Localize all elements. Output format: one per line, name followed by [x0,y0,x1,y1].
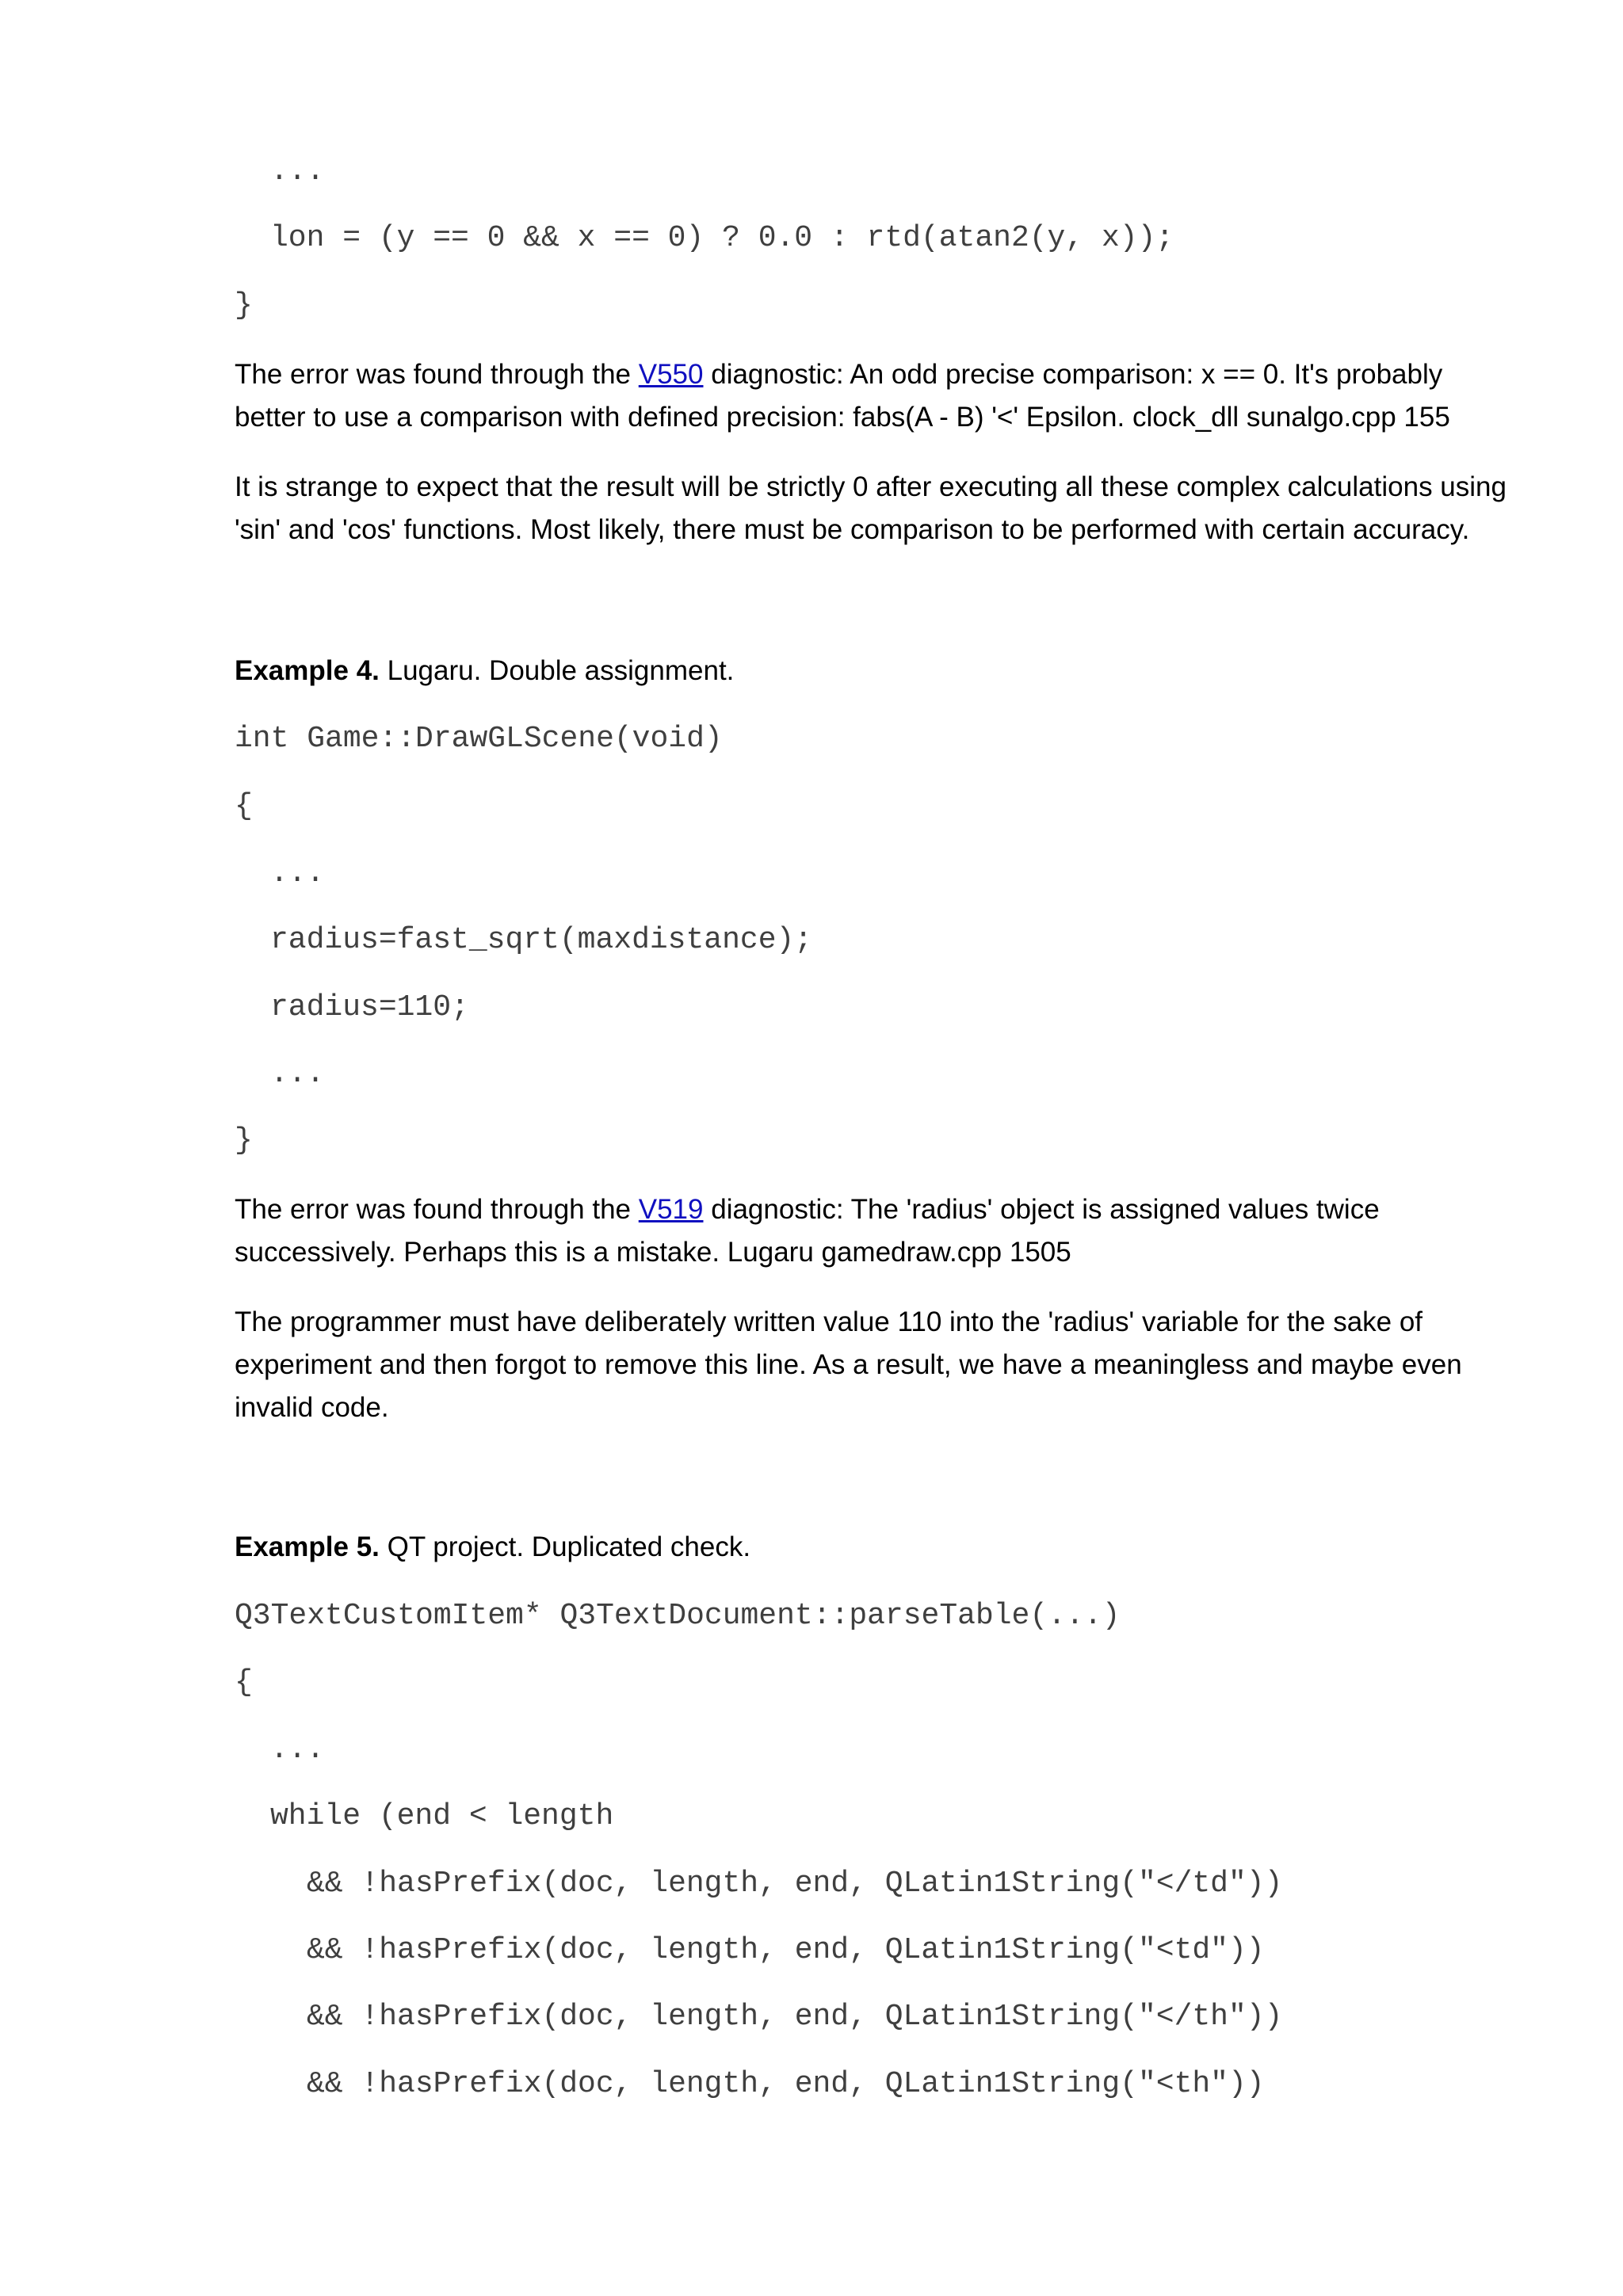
code-line: radius=110; [270,990,469,1024]
code-line: } [235,288,253,322]
code-line: && !hasPrefix(doc, length, end, QLatin1String("<td")) [307,1933,1265,1967]
paragraph-line: experiment and then forgot to remove this line. As a result, we have a meaningless and maybe even [235,1349,1462,1380]
code-line: ... [270,1733,325,1767]
code-line: && !hasPrefix(doc, length, end, QLatin1String("</td")) [307,1867,1283,1901]
code-line: ... [270,154,325,189]
diagnostic-link-v550[interactable]: V550 [638,359,704,390]
code-line: { [235,1665,253,1699]
diagnostic-link-v519[interactable]: V519 [638,1194,704,1225]
paragraph-line: invalid code. [235,1392,389,1423]
code-line: && !hasPrefix(doc, length, end, QLatin1String("<th")) [307,2067,1265,2101]
code-line: } [235,1123,253,1158]
example-title: QT project. Duplicated check. [379,1531,751,1562]
example-label: Example 4. [235,655,380,686]
code-line: && !hasPrefix(doc, length, end, QLatin1String("</th")) [307,2000,1283,2034]
code-line: radius=fast_sqrt(maxdistance); [270,923,813,957]
code-line: { [235,789,253,823]
paragraph-line: The error was found through the V519 diagnostic: The 'radius' object is assigned values twice [235,1194,1380,1225]
example-heading [235,1526,750,1569]
code-line: while (end < length [270,1799,614,1833]
paragraph-line: It is strange to expect that the result will be strictly 0 after executing all these complex calculations using [235,471,1507,502]
code-line: ... [270,856,325,891]
code-line: int Game::DrawGLScene(void) [235,722,723,756]
code-line: ... [270,1057,325,1091]
paragraph-line: The programmer must have deliberately written value 110 into the 'radius' variable for the sake of [235,1306,1423,1337]
code-line: lon = (y == 0 && x == 0) ? 0.0 : rtd(atan2(y, x)); [270,221,1174,255]
example-label: Example 5. [235,1531,380,1562]
code-line: Q3TextCustomItem* Q3TextDocument::parseTable(...) [235,1599,1121,1633]
paragraph-line: better to use a comparison with defined precision: fabs(A - B) '<' Epsilon. clock_dll sunalgo.cpp 155 [235,402,1450,433]
example-heading [235,650,734,692]
paragraph-line: The error was found through the V550 diagnostic: An odd precise comparison: x == 0. It's probably [235,359,1443,390]
paragraph-line: 'sin' and 'cos' functions. Most likely, there must be comparison to be performed with certain accuracy. [235,514,1470,545]
example-title: Lugaru. Double assignment. [379,655,735,686]
paragraph-line: successively. Perhaps this is a mistake. Lugaru gamedraw.cpp 1505 [235,1237,1071,1268]
